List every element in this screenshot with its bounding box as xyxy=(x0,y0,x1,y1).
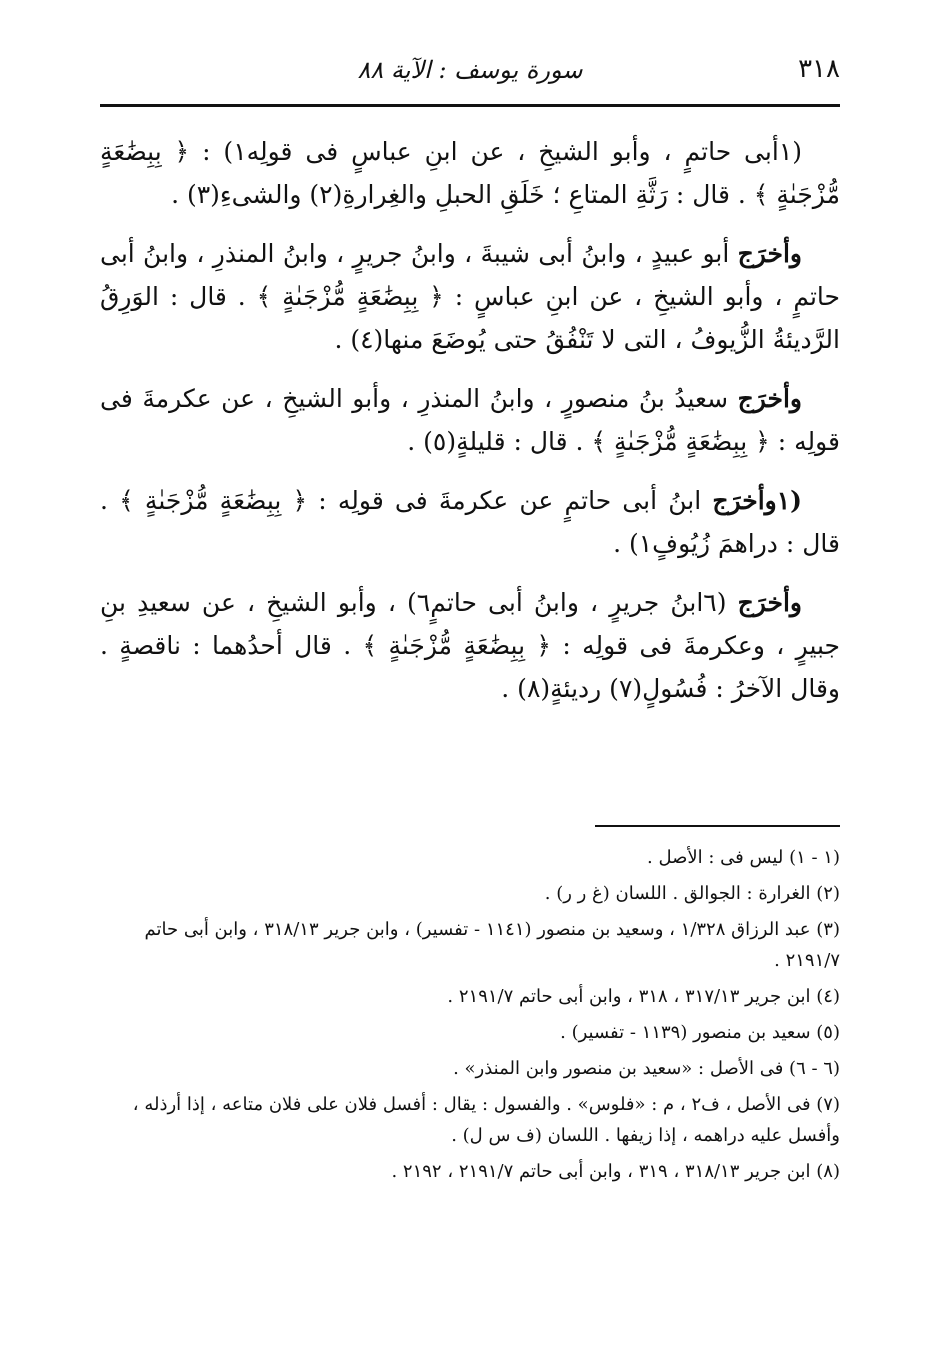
paragraph-text: أبو عبيدٍ ، وابنُ أبى شيبةَ ، وابنُ جريرٍ ، وابنُ المنذرِ ، وابنُ أبى حاتمٍ ، وأبو الشيخِ ، عن ابنِ عباسٍ : ﴿ بِبِضَٰعَةٍ مُّزْجَىٰةٍ ﴾ . قال : الوَرِقُ الرَّديئةُ الزُّيوفُ ، التى لا تَنْفُقُ حتى يُوضَعَ منها(٤) . xyxy=(100,239,840,354)
footnote-separator xyxy=(595,825,840,827)
main-text xyxy=(100,130,840,726)
paragraph-2 xyxy=(100,232,840,361)
footnote: (١ - ١) ليس فى : الأصل . xyxy=(647,847,840,868)
paragraph-5 xyxy=(100,581,840,710)
paragraph-lead: وأخرَج xyxy=(737,384,802,413)
footnote: (٣) عبد الرزاق ١/٣٢٨ ، وسعيد بن منصور (١١٤١ - تفسير) ، وابن جرير ٣١٨/١٣ ، وابن أبى حاتم ٢١٩١/٧ . xyxy=(144,919,840,971)
header-rule xyxy=(100,104,840,107)
paragraph-lead: (١وأخرَج xyxy=(712,486,802,515)
paragraph-lead: وأخرَج xyxy=(737,239,802,268)
footnote: (٧) فى الأصل ، ف٢ ، م : «فلوس» . والفسول : يقال : أفسل فلان على فلان متاعه ، إذا أرذله ، وأفسل عليه دراهمه ، إذا زيفها . اللسان (ف س ل) . xyxy=(132,1094,840,1146)
footnote: (٨) ابن جرير ٣١٨/١٣ ، ٣١٩ ، وابن أبى حاتم ٢١٩١/٧ ، ٢١٩٢ . xyxy=(391,1161,840,1182)
running-title: سورة يوسف : الآية ٨٨ xyxy=(357,56,583,84)
footnote: (٥) سعيد بن منصور (١١٣٩ - تفسير) . xyxy=(560,1022,840,1043)
footnotes xyxy=(100,842,840,1192)
paragraph-text: ابنُ أبى حاتمٍ عن عكرمةَ فى قولِه : ﴿ بِبِضَٰعَةٍ مُّزْجَىٰةٍ ﴾ . قال : دراهمَ زُيُوفٍ١) . xyxy=(100,486,840,558)
page-header xyxy=(100,52,840,96)
paragraph-text: (١أبى حاتمٍ ، وأبو الشيخِ ، عن ابنِ عباسٍ فى قولِه١) : ﴿ بِبِضَٰعَةٍ مُّزْجَىٰةٍ ﴾ . قال : رَثَّةِ المتاعِ ؛ خَلَقِ الحبلِ والغِرارةِ(٢) والشىءِ(٣) . xyxy=(100,137,840,209)
page-number: ٣١٨ xyxy=(798,54,840,84)
footnote: (٢) الغرارة : الجوالق . اللسان (غ ر ر) . xyxy=(544,883,840,904)
footnote: (٤) ابن جرير ٣١٧/١٣ ، ٣١٨ ، وابن أبى حاتم ٢١٩١/٧ . xyxy=(447,986,840,1007)
paragraph-1 xyxy=(100,130,840,216)
paragraph-3 xyxy=(100,377,840,463)
footnote: (٦ - ٦) فى الأصل : «سعيد بن منصور وابن المنذر» . xyxy=(453,1058,840,1079)
paragraph-text: (٦ابنُ جريرٍ ، وابنُ أبى حاتمٍ٦) ، وأبو الشيخِ ، عن سعيدِ بنِ جبيرٍ ، وعكرمةَ فى قولِه : ﴿ بِبِضَٰعَةٍ مُّزْجَىٰةٍ ﴾ . قال أحدُهما : ناقصةٍ . وقال الآخرُ : فُسُولٍ(٧) رديئةٍ(٨) . xyxy=(100,588,840,703)
paragraph-text: سعيدُ بنُ منصورٍ ، وابنُ المنذرِ ، وأبو الشيخِ ، عن عكرمةَ فى قولِه : ﴿ بِبِضَٰعَةٍ مُّزْجَىٰةٍ ﴾ . قال : قليلةٍ(٥) . xyxy=(100,384,840,456)
paragraph-4 xyxy=(100,479,840,565)
paragraph-lead: وأخرَج xyxy=(737,588,802,617)
